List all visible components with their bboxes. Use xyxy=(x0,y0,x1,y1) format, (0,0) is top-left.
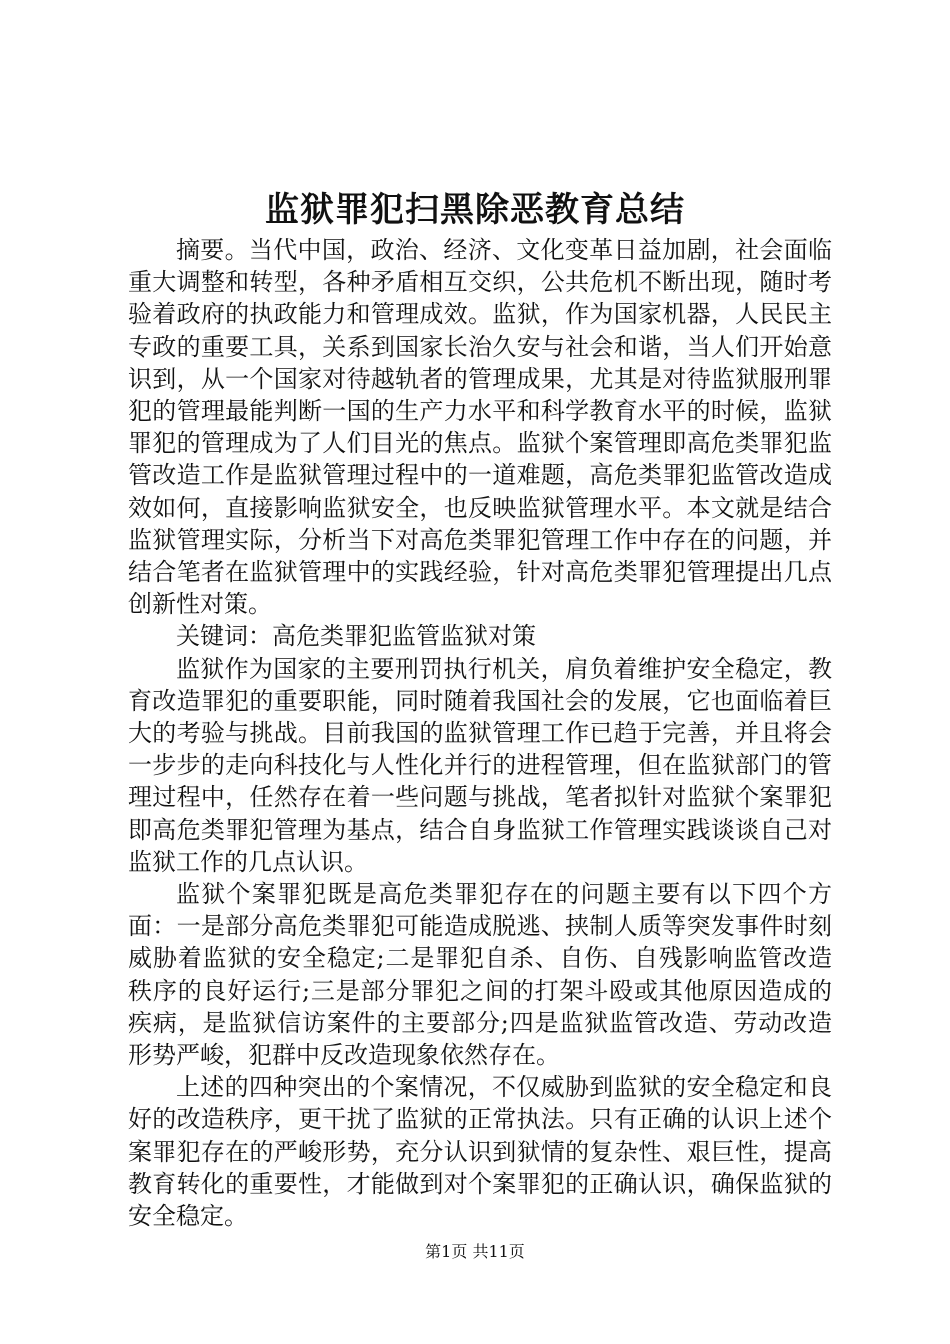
keywords-paragraph: 关键词：高危类罪犯监管监狱对策 xyxy=(176,622,536,651)
body-paragraph: 监狱个案罪犯既是高危类罪犯存在的问题主要有以下四个方面：一是部分高危类罪犯可能造成脱逃、挟制人质等突发事件时刻威胁着监狱的安全稳定;二是罪犯自杀、自伤、自残影响监管改造秩序的良好运行;三是部分罪犯之间的打架斗殴或其他原因造成的疾病，是监狱信访案件的主要部分;四是监狱监管改造、劳动改造形势严峻，犯群中反改造现象依然存在。 xyxy=(128,880,832,1070)
body-paragraph: 监狱作为国家的主要刑罚执行机关，肩负着维护安全稳定，教育改造罪犯的重要职能，同时随着我国社会的发展，它也面临着巨大的考验与挑战。目前我国的监狱管理工作已趋于完善，并且将会一步步的走向科技化与人性化并行的进程管理，但在监狱部门的管理过程中，任然存在着一些问题与挑战，笔者拟针对监狱个案罪犯即高危类罪犯管理为基点，结合自身监狱工作管理实践谈谈自己对监狱工作的几点认识。 xyxy=(128,654,832,876)
abstract-paragraph: 摘要。当代中国，政治、经济、文化变革日益加剧，社会面临重大调整和转型，各种矛盾相互交织，公共危机不断出现，随时考验着政府的执政能力和管理成效。监狱，作为国家机器，人民民主专政的重要工具，关系到国家长治久安与社会和谐，当人们开始意识到，从一个国家对待越轨者的管理成果，尤其是对待监狱服刑罪犯的管理最能判断一国的生产力水平和科学教育水平的时候，监狱罪犯的管理成为了人们目光的焦点。监狱个案管理即高危类罪犯监管改造工作是监狱管理过程中的一道难题，高危类罪犯监管改造成效如何，直接影响监狱安全，也反映监狱管理水平。本文就是结合监狱管理实际，分析当下对高危类罪犯管理工作中存在的问题，并结合笔者在监狱管理中的实践经验，针对高危类罪犯管理提出几点创新性对策。 xyxy=(128,236,832,619)
document-body xyxy=(128,234,832,1232)
document-title: 监狱罪犯扫黑除恶教育总结 xyxy=(265,190,685,230)
body-paragraph: 上述的四种突出的个案情况，不仅威胁到监狱的安全稳定和良好的改造秩序，更干扰了监狱的正常执法。只有正确的认识上述个案罪犯存在的严峻形势，充分认识到狱情的复杂性、艰巨性，提高教育转化的重要性，才能做到对个案罪犯的正确认识，确保监狱的安全稳定。 xyxy=(128,1073,832,1231)
page-number-footer: 第1页 共11页 xyxy=(425,1242,525,1261)
